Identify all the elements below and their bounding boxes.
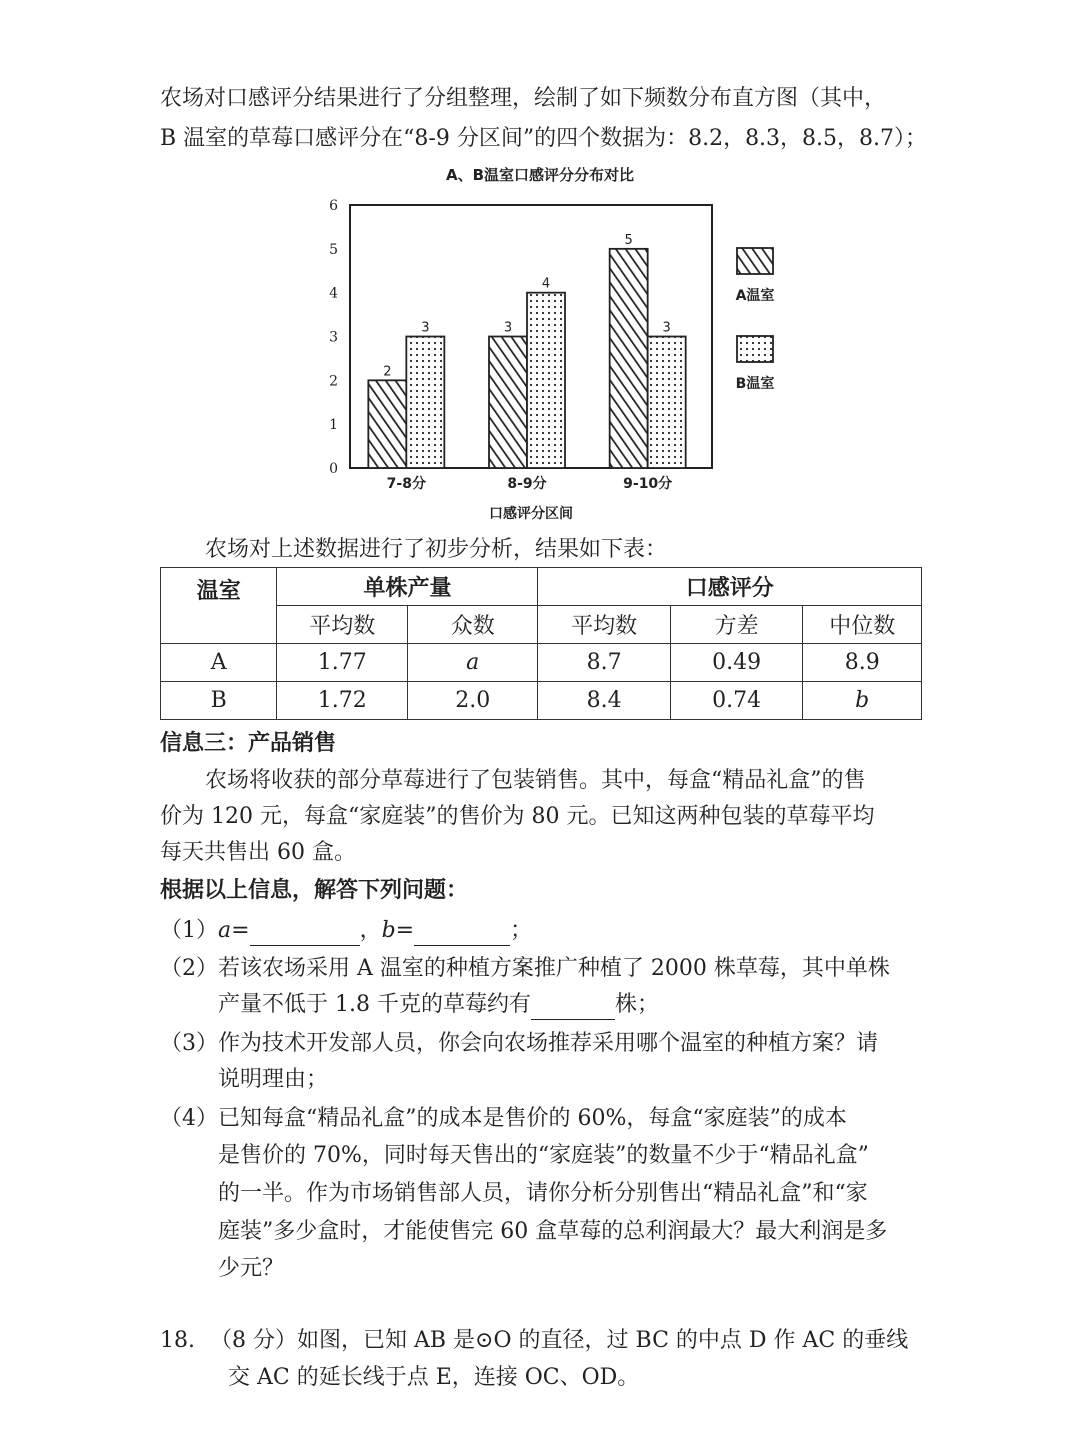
bar-b <box>648 337 686 469</box>
x-tick-label: 8-9分 <box>507 476 547 492</box>
subheader-yield-mode: 众数 <box>408 606 538 644</box>
histogram-chart <box>300 190 800 530</box>
y-tick-label: 5 <box>329 241 338 258</box>
bar-b <box>406 337 444 469</box>
info3-heading: 信息三：产品销售 <box>160 731 337 756</box>
question-4-line-2: 是售价的 70%，同时每天售出的“家庭装”的数量不少于“精品礼盒” <box>218 1143 869 1168</box>
q2-end: 株； <box>614 992 659 1017</box>
row-label: A <box>161 644 277 682</box>
info3-para-1: 农场将收获的部分草莓进行了包装销售。其中，每盒“精品礼盒”的售 <box>205 768 866 793</box>
table-cell: b <box>803 682 922 720</box>
y-tick-label: 1 <box>329 417 338 434</box>
q1-number: （1） <box>160 918 218 943</box>
bar-value-label: 3 <box>421 320 430 336</box>
y-tick-label: 6 <box>329 198 338 214</box>
table-cell: 1.77 <box>277 644 408 682</box>
q1-b-blank[interactable] <box>414 923 510 946</box>
table-row <box>161 644 922 682</box>
table-cell: 8.9 <box>803 644 922 682</box>
legend-label: B温室 <box>735 376 775 392</box>
question-1 <box>160 916 532 946</box>
y-tick-label: 4 <box>329 285 338 302</box>
problem-18-line-2: 交 AC 的延长线于点 E，连接 OC、OD。 <box>228 1365 640 1390</box>
bar-a <box>368 380 406 468</box>
question-4-line-1: （4）已知每盒“精品礼盒”的成本是售价的 60%，每盒“家庭装”的成本 <box>160 1106 847 1131</box>
q1-separator: ， <box>359 918 382 943</box>
question-4-line-4: 庭装”多少盒时，才能使售完 60 盒草莓的总利润最大？最大利润是多 <box>218 1219 888 1244</box>
q1-a-label: a= <box>218 918 250 943</box>
y-tick-label: 0 <box>329 461 338 477</box>
q1-end: ； <box>510 918 533 943</box>
bar-value-label: 5 <box>624 232 633 248</box>
q1-a-blank[interactable] <box>250 923 360 946</box>
bar-value-label: 4 <box>541 276 551 292</box>
x-tick-label: 7-8分 <box>386 476 426 492</box>
legend-swatch-b <box>737 336 773 362</box>
table-cell: 1.72 <box>277 682 408 720</box>
subheader-yield-mean: 平均数 <box>277 606 408 644</box>
stats-table <box>160 567 922 720</box>
y-tick-label: 2 <box>329 373 338 390</box>
q2-blank[interactable] <box>531 997 615 1020</box>
header-greenhouse: 温室 <box>161 568 277 644</box>
problem-18-number: 18. <box>160 1328 195 1353</box>
bar-b <box>527 293 565 468</box>
bar-a <box>610 249 648 468</box>
bar-value-label: 3 <box>503 320 513 336</box>
intro-line-1: 农场对口感评分结果进行了分组整理，绘制了如下频数分布直方图（其中， <box>160 86 887 111</box>
chart-title: A、B温室口感评分分布对比 <box>445 166 635 184</box>
question-2-line-2 <box>218 990 659 1020</box>
table-cell: 0.49 <box>670 644 803 682</box>
analysis-intro: 农场对上述数据进行了初步分析，结果如下表： <box>205 537 668 562</box>
q1-b-label: b= <box>381 918 415 943</box>
header-taste: 口感评分 <box>538 568 922 606</box>
problem-18-line-1: （8 分）如图，已知 AB 是⊙O 的直径，过 BC 的中点 D 作 AC 的垂线 <box>210 1328 909 1353</box>
intro-line-2: B 温室的草莓口感评分在“8-9 分区间”的四个数据为：8.2，8.3，8.5，8.7）； <box>160 126 928 151</box>
subheader-taste-median: 中位数 <box>803 606 922 644</box>
table-cell: 8.4 <box>538 682 670 720</box>
question-3-line-1: （3）作为技术开发部人员，你会向农场推荐采用哪个温室的种植方案？请 <box>160 1031 878 1056</box>
subheader-taste-mean: 平均数 <box>538 606 670 644</box>
x-tick-label: 9-10分 <box>623 476 673 492</box>
bar-value-label: 2 <box>383 364 392 380</box>
table-cell: 8.7 <box>538 644 670 682</box>
question-4-line-5: 少元？ <box>218 1256 285 1281</box>
table-row <box>161 682 922 720</box>
question-4-line-3: 的一半。作为市场销售部人员，请你分析分别售出“精品礼盒”和“家 <box>218 1181 868 1206</box>
q2-text: 产量不低于 1.8 千克的草莓约有 <box>218 992 531 1017</box>
legend-label: A温室 <box>735 288 775 304</box>
y-tick-label: 3 <box>329 329 338 346</box>
question-3-line-2: 说明理由； <box>218 1067 329 1092</box>
info3-para-2: 价为 120 元，每盒“家庭装”的售价为 80 元。已知这两种包装的草莓平均 <box>160 804 875 829</box>
subheader-taste-variance: 方差 <box>670 606 803 644</box>
legend-swatch-a <box>737 248 773 274</box>
table-cell: 2.0 <box>408 682 538 720</box>
questions-heading: 根据以上信息，解答下列问题： <box>160 878 469 903</box>
table-cell: a <box>408 644 538 682</box>
row-label: B <box>161 682 277 720</box>
x-axis-label: 口感评分区间 <box>489 506 573 522</box>
question-2-line-1: （2）若该农场采用 A 温室的种植方案推广种植了 2000 株草莓，其中单株 <box>160 956 890 981</box>
bar-value-label: 3 <box>662 320 671 336</box>
table-cell: 0.74 <box>670 682 803 720</box>
bar-a <box>489 337 527 469</box>
info3-para-3: 每天共售出 60 盒。 <box>160 840 356 865</box>
header-yield: 单株产量 <box>277 568 538 606</box>
